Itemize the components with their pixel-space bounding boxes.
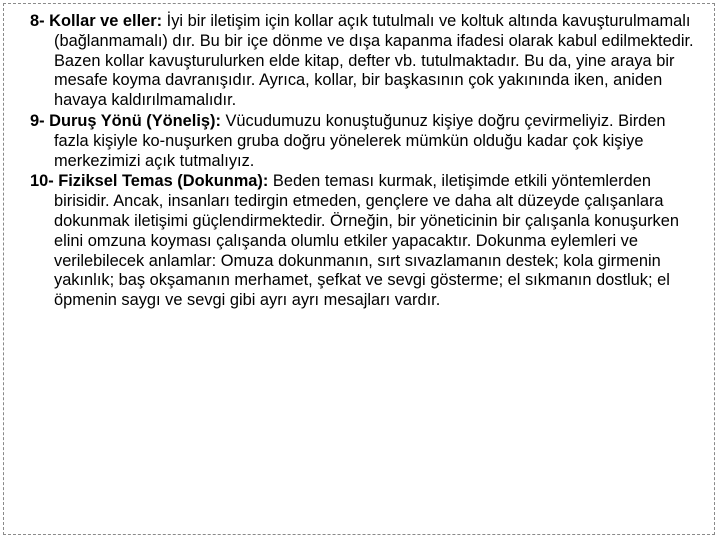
paragraph-heading: 8- Kollar ve eller: [30, 12, 163, 30]
paragraph-text: Beden teması kurmak, iletişimde etkili yöntemlerden birisidir. Ancak, insanları tedirgin etmeden, gençlere ve daha alt düzeyde çalışanlara dokunmak iletişimi güçlendirmektedir. Örneğin, bir yöneticinin bir çalışanla konuşurken elini omzuna koyması çalışanda olumlu etkiler yapacaktır. Dokunma eylemleri ve verilebilecek anlamlar: Omuza dokunmanın, sırt sıvazlamanın destek; kola girmenin yakınlık; baş okşamanın merhamet, şefkat ve sevgi gösterme; el sıkmanın dostluk; el öpmenin saygı ve sevgi gibi ayrı ayrı mesajları vardır. [54, 172, 679, 310]
paragraph-kollar-ve-eller [30, 12, 700, 111]
slide-content [30, 12, 700, 312]
paragraph-heading: 10- Fiziksel Temas (Dokunma): [30, 172, 269, 191]
paragraph-heading: 9- Duruş Yönü (Yöneliş): [30, 111, 221, 130]
paragraph-text: İyi bir iletişim için kollar açık tutulmalı ve koltuk altında kavuşturulmamalı (bağlanmamalı) dır. Bu bir içe dönme ve dışa kapanma ifadesi olarak kabul edilmektedir. Bazen kollar kavuşturulurken elde kitap, defter vb. tutulmaktadır. Bu da, yine araya bir mesafe koyma davranışıdır. Ayrıca, kollar, bir başkasının çok yakınında iken, aniden havaya kaldırılmamalıdır. [54, 12, 694, 110]
paragraph-fiziksel-temas [30, 172, 700, 311]
paragraph-durus-yonu [30, 112, 700, 171]
paragraph-text: Vücudumuzu konuştuğunuz kişiye doğru çevirmeliyiz. Birden fazla kişiyle ko-nuşurken gruba doğru yönelerek mümkün olduğu kadar çok kişiye merkezimizi açık tutmalıyız. [54, 111, 666, 170]
